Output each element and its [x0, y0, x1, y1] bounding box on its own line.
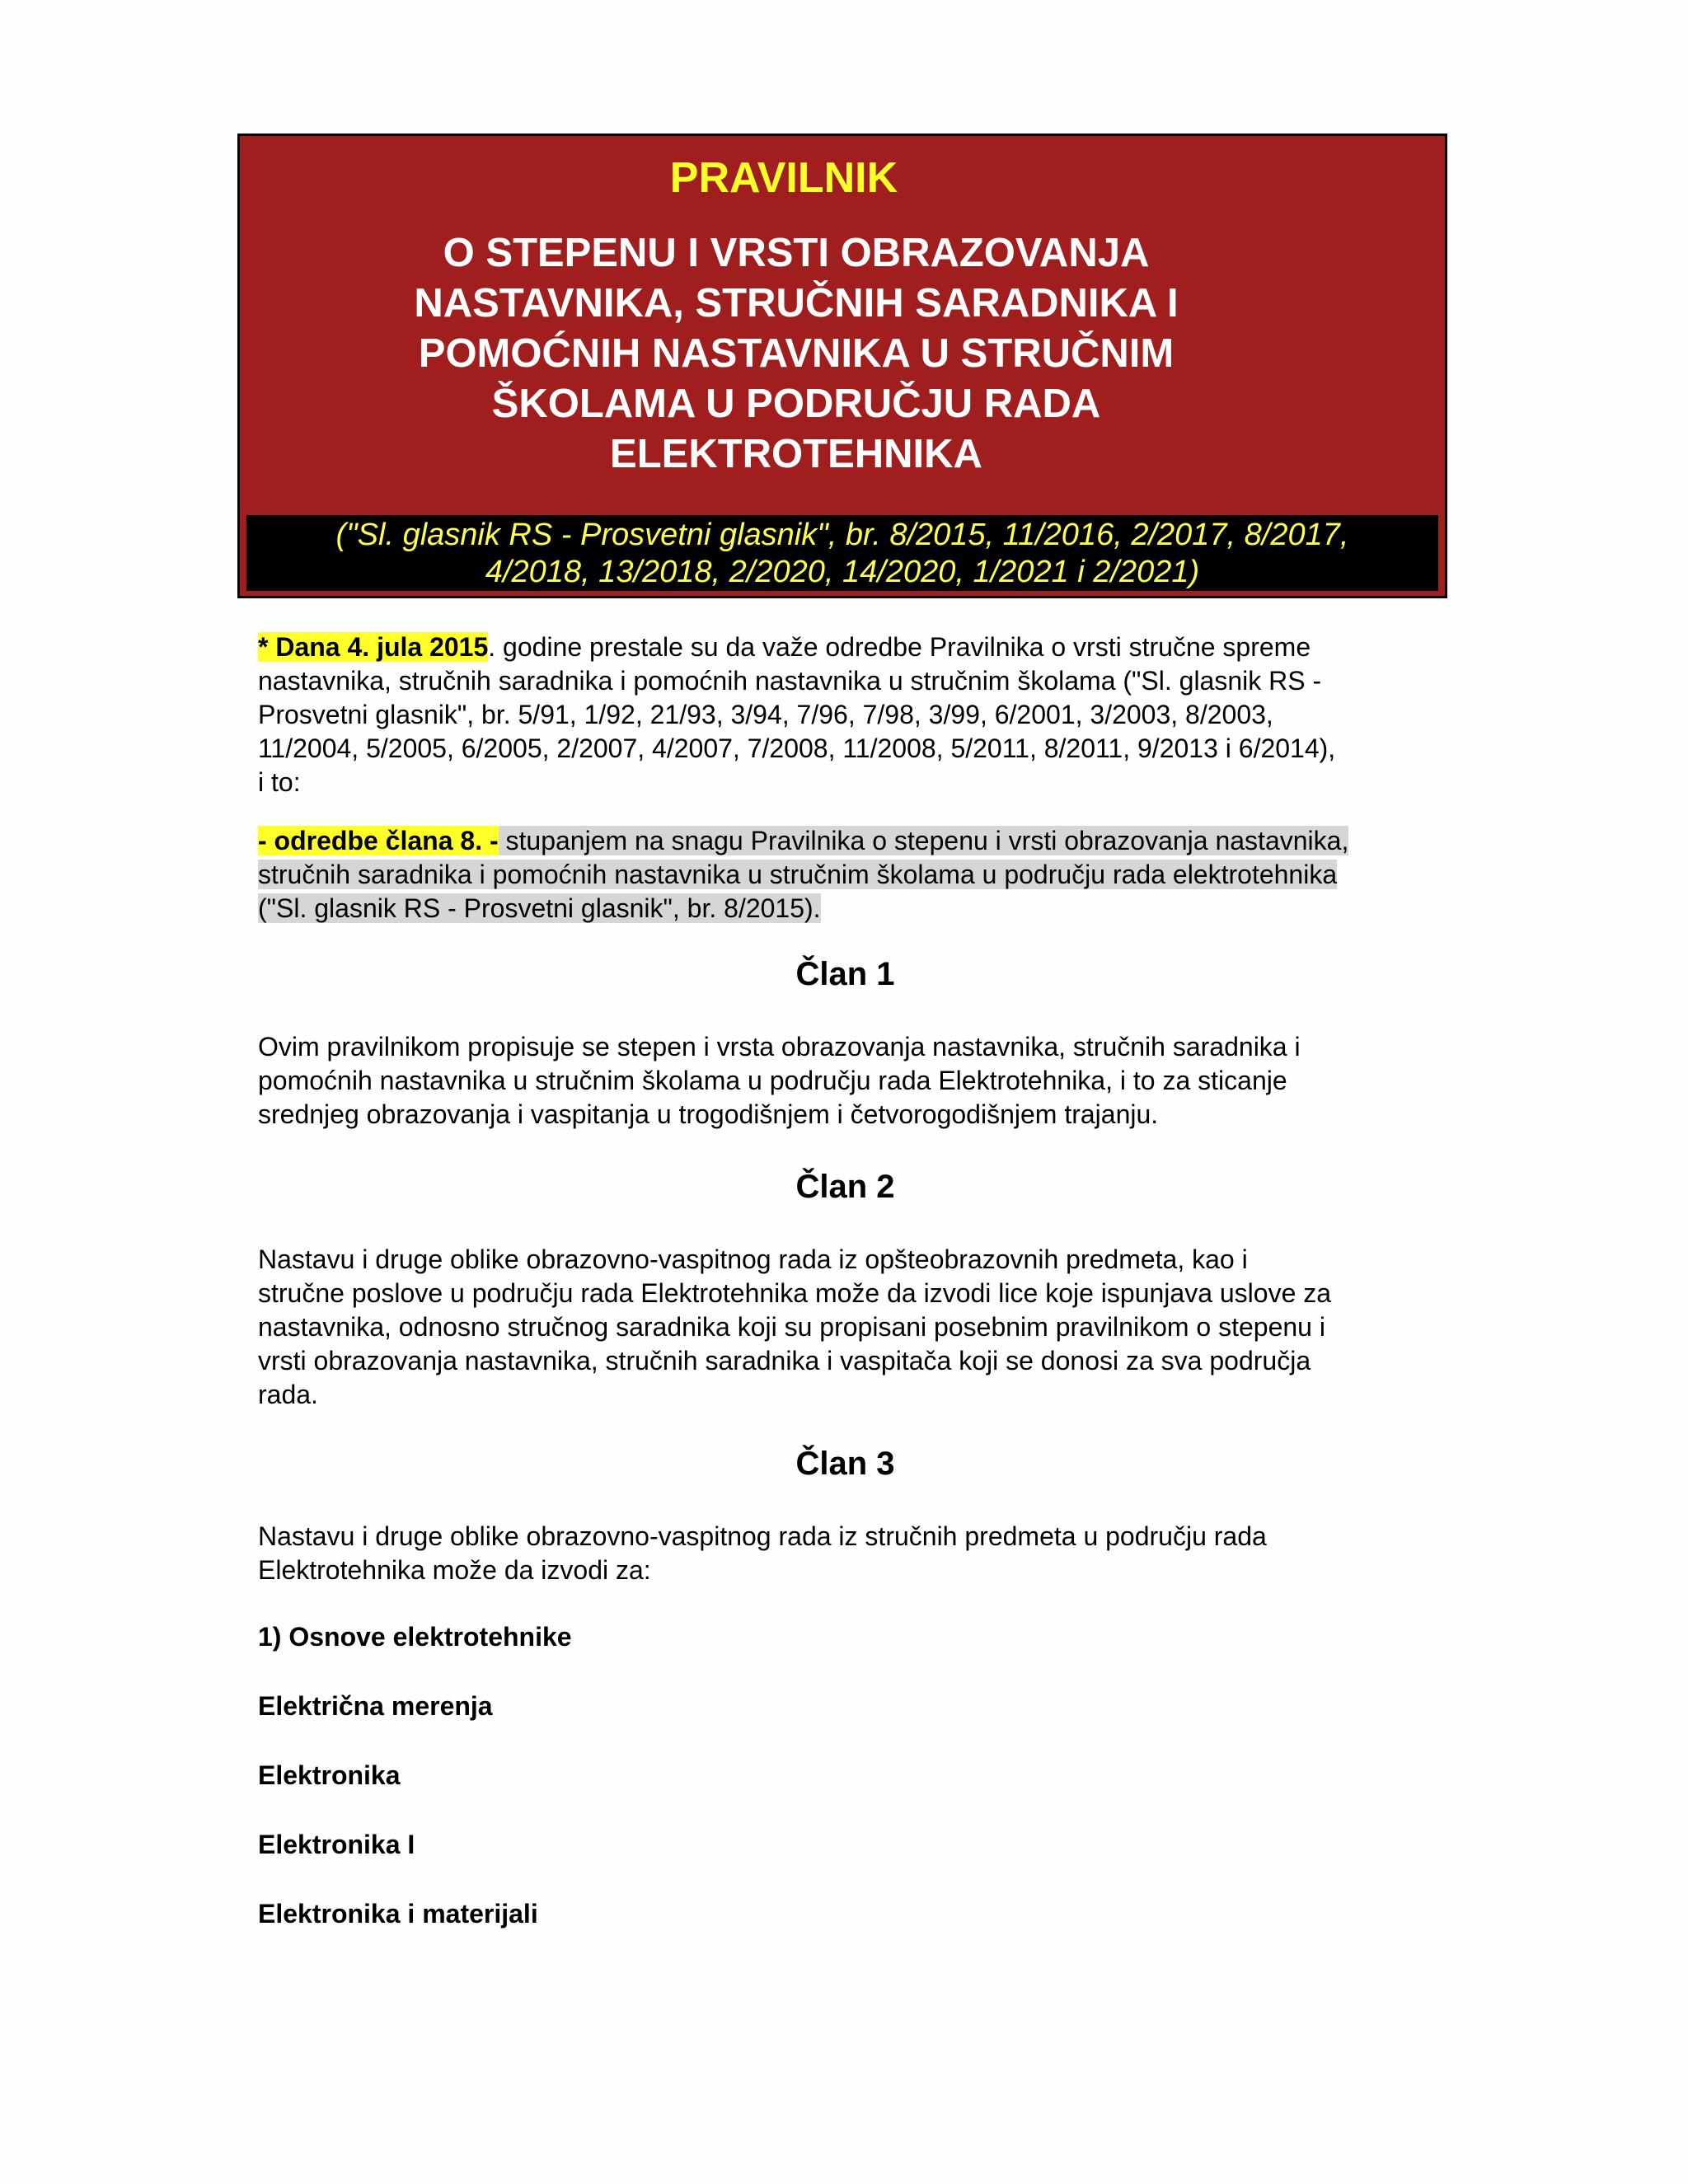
repeal-note-line: * Dana 4. jula 2015. godine prestale su da važe odredbe Pravilnika o vrsti stručne spreme — [258, 632, 1311, 662]
article-heading: Član 3 — [795, 1446, 895, 1482]
regulation-title-line: POMOĆNIH NASTAVNIKA U STRUČNIM — [418, 331, 1175, 376]
article-body — [258, 1030, 1432, 1132]
regulation-title-line: ELEKTROTEHNIKA — [610, 432, 982, 476]
repealed-provision — [258, 824, 1432, 926]
gazette-reference-line: ("Sl. glasnik RS - Prosvetni glasnik", br. 8/2015, 11/2016, 2/2017, 8/2017, — [335, 518, 1349, 552]
article-body-line: Elektrotehnika može da izvodi za: — [258, 1555, 651, 1585]
provision-line: stručnih saradnika i pomoćnih nastavnika u stručnim školama u području rada elektrotehnika — [258, 860, 1338, 889]
subject-item: Električna merenja — [258, 1691, 493, 1721]
regulation-title-line: O STEPENU I VRSTI OBRAZOVANJA — [443, 231, 1150, 275]
article-body-line: pomoćnih nastavnika u stručnim školama u području rada Elektrotehnika, i to za sticanje — [258, 1066, 1287, 1095]
official-gazette-reference — [246, 515, 1438, 591]
provision-article-highlight: - odredbe člana 8. - — [258, 826, 499, 855]
subject-item: Elektronika I — [258, 1830, 415, 1859]
repeal-note-line: 11/2004, 5/2005, 6/2005, 2/2007, 4/2007, 7/2008, 11/2008, 5/2011, 8/2011, 9/2013 i 6/2014), — [258, 733, 1336, 763]
repeal-note — [258, 630, 1432, 799]
repeal-note-line: nastavnika, stručnih saradnika i pomoćnih nastavnika u stručnim školama ("Sl. glasnik RS - — [258, 666, 1322, 696]
article-body-line: nastavnika, odnosno stručnog saradnika koji su propisani posebnim pravilnikom o stepenu i — [258, 1312, 1325, 1342]
article-body — [258, 1243, 1432, 1412]
article-heading: Član 1 — [795, 956, 895, 992]
subject-item: Elektronika — [258, 1760, 401, 1790]
repeal-note-line: i to: — [258, 767, 301, 797]
regulation-title-line: ŠKOLAMA U PODRUČJU RADA — [491, 382, 1101, 426]
regulation-title-line: NASTAVNIKA, STRUČNIH SARADNIKA I — [414, 281, 1179, 326]
article-body-line: srednjeg obrazovanja i vaspitanja u trogodišnjem i četvorogodišnjem trajanju. — [258, 1099, 1159, 1129]
article-body — [258, 1520, 1432, 1587]
repeal-date-highlight: * Dana 4. jula 2015 — [258, 632, 489, 662]
article-body-line: Nastavu i druge oblike obrazovno-vaspitnog rada iz stručnih predmeta u području rada — [258, 1521, 1267, 1551]
gazette-reference-line: 4/2018, 13/2018, 2/2020, 14/2020, 1/2021 i 2/2021) — [485, 555, 1200, 589]
subject-item: 1) Osnove elektrotehnike — [258, 1622, 572, 1652]
article-body-line: Ovim pravilnikom propisuje se stepen i vrsta obrazovanja nastavnika, stručnih saradnika i — [258, 1032, 1301, 1062]
subject-item: Elektronika i materijali — [258, 1899, 538, 1929]
article-body-line: rada. — [258, 1380, 318, 1409]
provision-line: - odredbe člana 8. - stupanjem na snagu Pravilnika o stepenu i vrsti obrazovanja nastavnika, — [258, 826, 1349, 855]
article-body-line: vrsti obrazovanja nastavnika, stručnih saradnika i vaspitača koji se donosi za sva područja — [258, 1346, 1311, 1376]
title-banner — [237, 134, 1447, 598]
repeal-note-line: Prosvetni glasnik", br. 5/91, 1/92, 21/93, 3/94, 7/96, 7/98, 3/99, 6/2001, 3/2003, 8/2003, — [258, 700, 1273, 729]
provision-line: ("Sl. glasnik RS - Prosvetni glasnik", br. 8/2015). — [258, 893, 821, 923]
article-body-line: stručne poslove u području rada Elektrotehnika može da izvodi lice koje ispunjava uslove za — [258, 1278, 1332, 1308]
document-type-title: PRAVILNIK — [669, 154, 898, 202]
regulation-title — [339, 228, 1254, 480]
article-body-line: Nastavu i druge oblike obrazovno-vaspitnog rada iz opšteobrazovnih predmeta, kao i — [258, 1244, 1248, 1274]
article-heading: Član 2 — [795, 1169, 895, 1205]
